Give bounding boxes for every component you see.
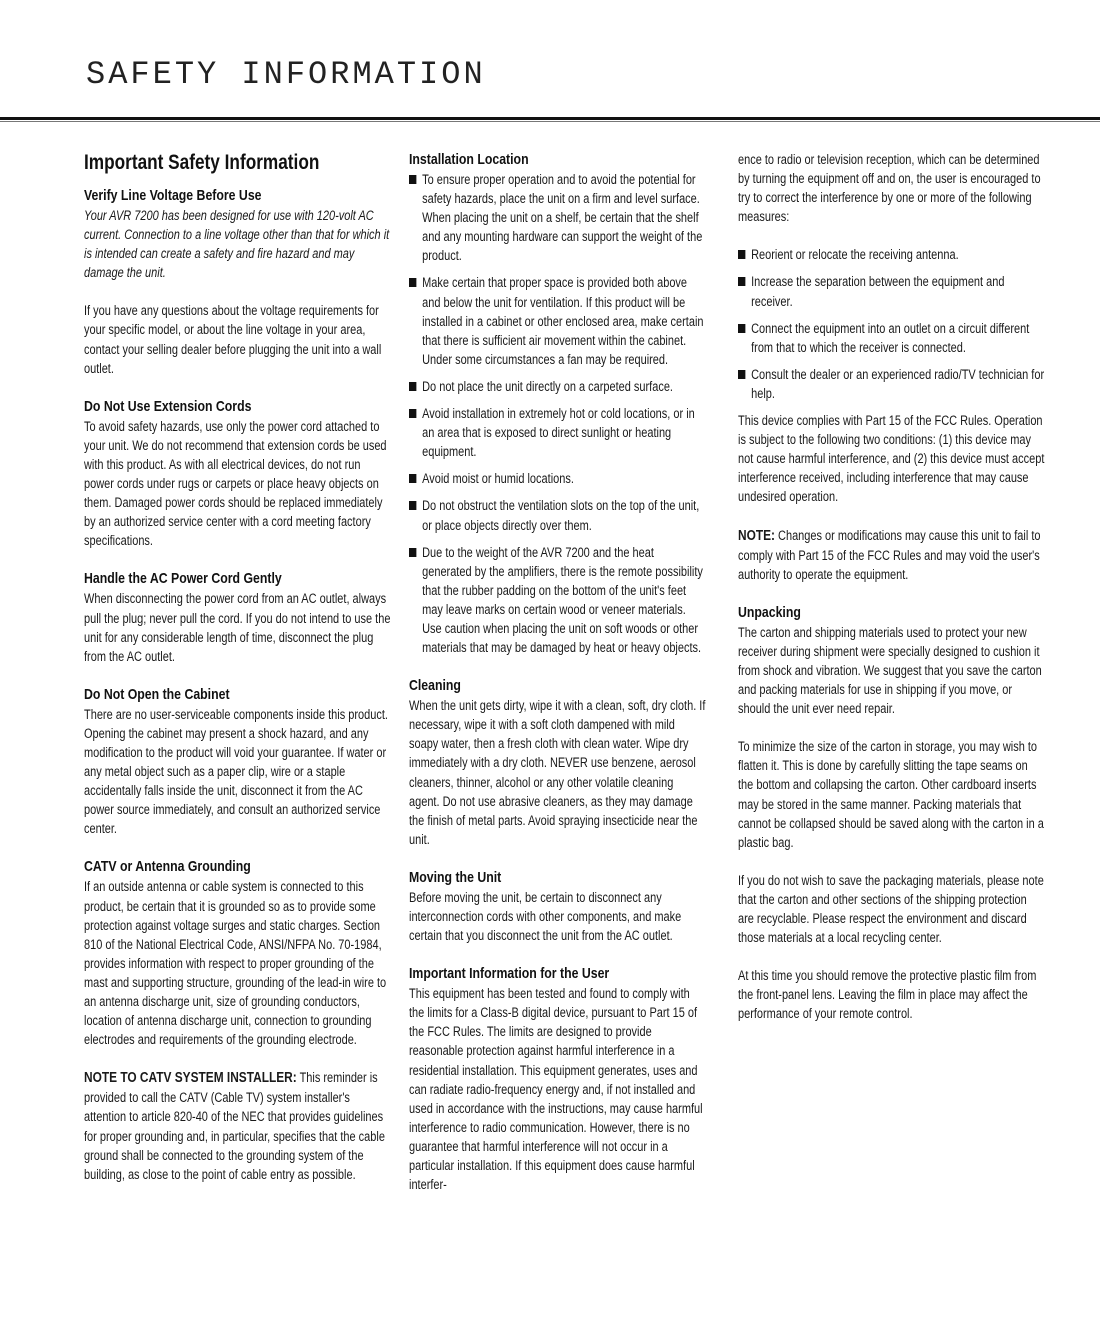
bullet-square-icon (738, 250, 745, 259)
subheading-line-voltage: Verify Line Voltage Before Use (84, 187, 262, 204)
section-unpacking (738, 603, 1045, 718)
paragraph-unpacking-1: The carton and shipping materials used to protect your new receiver during shipment were specially designed to cushion it from shock and vibration. We suggest that you save the carton and packing materials for use in shipping if you move, or should the unit ever need repair. (738, 624, 1042, 717)
subheading-user-info: Important Information for the User (409, 965, 610, 983)
bullet-text: To ensure proper operation and to avoid the potential for safety hazards, place the unit on a firm and level surface. When placing the unit on a shelf, be certain that the shelf and any mounting hardware can support the weight of the product. (422, 172, 703, 264)
bullet-text: Due to the weight of the AVR 7200 and the heat generated by the amplifiers, there is the remote possibility that the rubber padding on the bottom of the unit's feet may leave marks on certain wood or veneer materials. Use caution when placing the unit on soft woods or other materials that may be damaged by heat or heavy objects. (422, 544, 703, 656)
measure-text: Connect the equipment into an outlet on a circuit different from that to which the receiver is connected. (751, 320, 1030, 355)
paragraph-extension-cords: To avoid safety hazards, use only the power cord attached to your unit. We do not recommend that extension cords be used with this product. As with all electrical devices, do not run power cords under rugs or carpets or place heavy objects on them. Damaged power cords should be replaced immediately by an authorized service center with a cord meeting factory specifications. (84, 418, 387, 549)
measure-text: Consult the dealer or an experienced radio/TV technician for help. (751, 366, 1045, 401)
bullet-square-icon (409, 175, 416, 184)
paragraph-catv-grounding: If an outside antenna or cable system is connected to this product, be certain that it is grounded so as to provide some protection against voltage surges and static charges. Section 810 of the National Electrical Code, ANSI/NFPA No. 70-1984, provides information with respect to proper grounding of the mast and supporting structure, grounding of the lead-in wire to an antenna discharge unit, size of grounding conductors, location of antenna discharge unit, connection to grounding electrodes and requirements of the grounding electrode. (84, 879, 387, 1048)
installer-note-text: This reminder is provided to call the CATV (Cable TV) system installer's attention to article 820-40 of the NEC that provides guidelines for proper grounding and, in particular, specifies that the cable ground shall be connected to the grounding system of the building, as close to the point of cable entry as possible. (84, 1070, 385, 1182)
bullet-text: Avoid installation in extremely hot or cold locations, or in an area that is exposed to direct sunlight or heating equipment. (422, 406, 695, 460)
section-voltage-questions (84, 301, 391, 377)
bullet-square-icon (409, 548, 416, 557)
fcc-note-lead: NOTE: (738, 527, 775, 544)
subheading-unpacking: Unpacking (738, 603, 801, 621)
bullet-item (409, 496, 706, 534)
bullet-square-icon (409, 474, 416, 483)
section-moving (409, 868, 706, 945)
paragraph-cabinet: There are no user-serviceable components inside this product. Opening the cabinet may present a shock hazard, and any modification to the product will void your guarantee. If water or any metal object such as a paper clip, wire or a staple accidentally falls inside the unit, disconnect it from the AC power source immediately, and consult an authorized service center. (84, 706, 388, 837)
measure-text: Reorient or relocate the receiving antenna. (751, 247, 959, 263)
paragraph-fcc-compliance: This device complies with Part 15 of the FCC Rules. Operation is subject to the following two conditions: (1) this device may not cause harmful interference, and (2) this device must accept interference received, including interference that may cause undesired operation. (738, 413, 1045, 505)
bullet-square-icon (409, 278, 416, 287)
measure-item (738, 365, 1045, 403)
title-divider (0, 117, 1100, 120)
measures-list (738, 245, 1045, 403)
section-unpacking-4 (738, 966, 1045, 1023)
section-user-info (409, 964, 706, 1194)
section-catv-installer-note (84, 1068, 391, 1184)
section-fcc-compliance (738, 411, 1045, 506)
bullet-square-icon (738, 370, 745, 379)
subheading-cleaning: Cleaning (409, 677, 461, 695)
section-line-voltage (84, 186, 391, 282)
installer-note-lead: NOTE TO CATV SYSTEM INSTALLER: (84, 1070, 297, 1087)
section-cabinet (84, 685, 391, 839)
subheading-extension-cords: Do Not Use Extension Cords (84, 397, 252, 415)
bullet-item (409, 273, 706, 368)
paragraph-cleaning: When the unit gets dirty, wipe it with a clean, soft, dry cloth. If necessary, wipe it with a soft cloth dampened with mild soapy water, then a fresh cloth with clean water. Wipe dry immediately with a dry cloth. NEVER use benzene, aerosol cleaners, thinner, alcohol or any other volatile cleaning agent. Do not use abrasive cleaners, as they may damage the finish of metal parts. Avoid spraying insecticide near the unit. (409, 698, 706, 847)
section-catv-grounding (84, 857, 391, 1049)
subheading-installation-location: Installation Location (409, 151, 529, 168)
bullet-item (409, 543, 706, 658)
bullet-item (409, 170, 706, 265)
bullet-text: Do not obstruct the ventilation slots on the top of the unit, or place objects directly over them. (422, 498, 700, 533)
subheading-cabinet: Do Not Open the Cabinet (84, 685, 230, 703)
measure-item (738, 272, 1045, 310)
paragraph-moving: Before moving the unit, be certain to disconnect any interconnection cords with other components, and make certain that you disconnect the unit from the AC outlet. (409, 889, 682, 944)
section-fcc-note (738, 526, 1045, 584)
subheading-catv-grounding: CATV or Antenna Grounding (84, 858, 251, 876)
bullet-square-icon (409, 501, 416, 510)
section-heading-important-safety: Important Safety Information (84, 151, 320, 174)
paragraph-unpacking-3: If you do not wish to save the packaging materials, please note that the carton and other sections of the shipping protection are recyclable. Please respect the environment and discard those materials at a local recycling center. (738, 872, 1044, 946)
section-power-cord (84, 569, 391, 665)
page-title: SAFETY INFORMATION (86, 56, 486, 93)
bullet-text: Do not place the unit directly on a carpeted surface. (422, 378, 673, 394)
paragraph-line-voltage: Your AVR 7200 has been designed for use with 120-volt AC current. Connection to a line voltage other than that for which it is intended can create a safety and fire hazard and may damage the unit. (84, 208, 390, 281)
paragraph-installer-note (84, 1068, 391, 1184)
bullet-item (409, 404, 706, 461)
section-cleaning (409, 676, 706, 849)
bullet-square-icon (738, 324, 745, 333)
bullet-square-icon (738, 277, 745, 286)
bullet-item (409, 469, 706, 488)
fcc-note-text: Changes or modifications may cause this unit to fail to comply with Part 15 of the FCC Rules and may void the user's authority to operate the equipment. (738, 527, 1041, 582)
column-middle (409, 150, 706, 1213)
column-left (84, 150, 391, 1203)
paragraph-fcc-note (738, 526, 1045, 584)
section-extension-cords (84, 397, 391, 551)
paragraph-power-cord: When disconnecting the power cord from an AC outlet, always pull the plug; never pull the cord. If you do not intend to use the unit for any considerable length of time, disconnect the plug from the AC outlet. (84, 591, 391, 664)
paragraph-unpacking-4: At this time you should remove the protective plastic film from the front-panel lens. Leaving the film in place may affect the performance of your remote control. (738, 968, 1037, 1022)
bullet-text: Make certain that proper space is provided both above and below the unit for ventilation. If this product will be installed in a cabinet or other enclosed area, make certain that there is sufficient air movement within the cabinet. Under some circumstances a fan may be required. (422, 275, 704, 367)
section-unpacking-2 (738, 737, 1045, 852)
column-right (738, 150, 1045, 1042)
measure-text: Increase the separation between the equipment and receiver. (751, 274, 1005, 309)
measure-item (738, 319, 1045, 357)
paragraph-unpacking-2: To minimize the size of the carton in storage, you may wish to flatten it. This is done by carefully slitting the tape seams on the bottom and collapsing the carton. Other cardboard inserts may be stored in the same manner. Packing materials that cannot be collapsed should be saved along with the carton in a plastic bag. (738, 739, 1044, 850)
subheading-moving: Moving the Unit (409, 868, 502, 886)
paragraph-interference-continued: ence to radio or television reception, which can be determined by turning the equipment off and on, the user is encouraged to try to correct the interference by one or more of the following measures: (738, 152, 1041, 225)
measure-item (738, 245, 1045, 264)
section-installation-location (409, 150, 706, 657)
paragraph-voltage-questions: If you have any questions about the voltage requirements for your specific model, or about the line voltage in your area, contact your selling dealer before plugging the unit into a wall outlet. (84, 303, 382, 376)
section-unpacking-3 (738, 871, 1045, 947)
bullet-square-icon (409, 409, 416, 418)
paragraph-user-info: This equipment has been tested and found to comply with the limits for a Class-B digital device, pursuant to Part 15 of the FCC Rules. The limits are designed to provide reasonable protection against harmful interference in a residential installation. This equipment generates, uses and can radiate radio-frequency energy and, if not installed and used in accordance with the instructions, may cause harmful interference to radio communication. However, there is no guarantee that harmful interference will not occur in a particular installation. If this equipment does cause harmful interfer- (409, 986, 703, 1193)
subheading-power-cord: Handle the AC Power Cord Gently (84, 570, 282, 588)
bullet-text: Avoid moist or humid locations. (422, 471, 574, 487)
bullet-square-icon (409, 382, 416, 391)
bullet-item (409, 377, 706, 396)
